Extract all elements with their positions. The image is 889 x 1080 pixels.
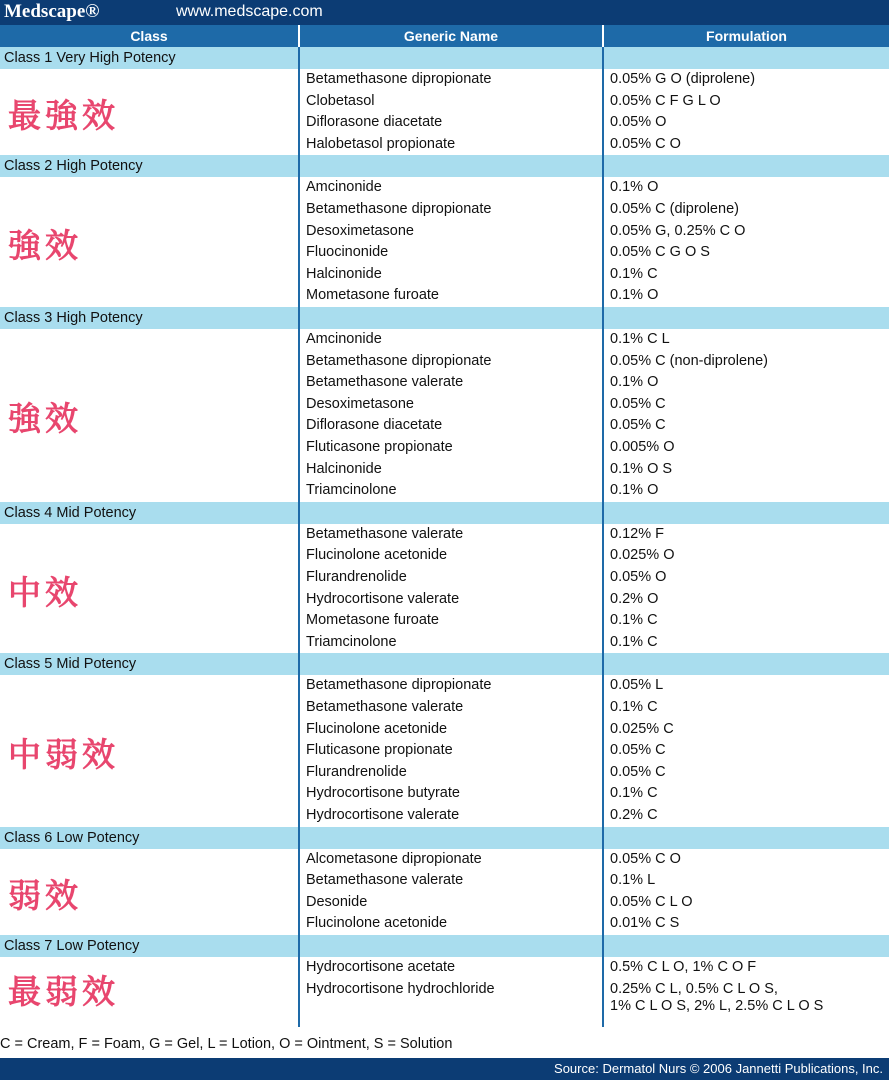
formulation-cell: 0.1% O S	[610, 460, 673, 477]
generic-name-cell: Betamethasone valerate	[306, 699, 464, 715]
generic-name-cell: Flucinolone acetonide	[306, 915, 448, 932]
generic-name-cell: Alcometasone dipropionate	[306, 850, 482, 867]
table-row	[0, 740, 889, 762]
table-row	[0, 697, 889, 719]
class-label: Class 6 Low Potency	[4, 829, 140, 846]
table-row	[0, 610, 889, 632]
generic-name-cell: Mometasone furoate	[306, 612, 439, 629]
class-header-row	[0, 653, 889, 675]
table-row	[0, 177, 889, 199]
formulation-cell: 0.05% C O	[610, 135, 681, 152]
table-row	[0, 805, 889, 827]
generic-name-cell: Clobetasol	[306, 92, 375, 109]
formulation-cell: 0.1% O	[610, 179, 659, 196]
formulation-cell: 0.05% C F G L O	[610, 92, 721, 109]
formulation-cell: 0.05% O	[610, 569, 667, 585]
generic-name-cell: Desoximetasone	[306, 395, 414, 412]
table-row	[0, 69, 889, 91]
generic-name-cell: Flurandrenolide	[306, 763, 407, 780]
class-label: Class 3 High Potency	[4, 310, 143, 326]
formulation-cell: 0.05% O	[610, 114, 667, 131]
table-row	[0, 351, 889, 373]
class-label: Class 7 Low Potency	[4, 938, 140, 954]
formulation-cell: 0.05% C O	[610, 850, 681, 867]
formulation-cell: 0.05% C (diprolene)	[610, 201, 739, 217]
generic-name-cell: Betamethasone dipropionate	[306, 677, 492, 694]
table-row	[0, 459, 889, 481]
table-row	[0, 979, 889, 1019]
generic-name-cell: Fluticasone propionate	[306, 742, 453, 759]
generic-name-cell: Fluocinonide	[306, 244, 389, 261]
generic-name-cell: Betamethasone dipropionate	[306, 201, 492, 217]
class-label: Class 4 Mid Potency	[4, 504, 137, 521]
formulation-cell: 0.05% C	[610, 395, 666, 412]
column-header-class: Class	[0, 25, 298, 47]
formulation-cell: 0.25% C L, 0.5% C L O S, 1% C L O S, 2% L, 2.5% C L O S	[610, 980, 824, 1014]
generic-name-cell: Diflorasone diacetate	[306, 417, 443, 434]
table-row	[0, 91, 889, 113]
generic-name-cell: Flucinolone acetonide	[306, 547, 448, 564]
class-header-row	[0, 827, 889, 849]
table-row	[0, 589, 889, 611]
formulation-cell: 0.1% C	[610, 612, 658, 629]
formulation-cell: 0.05% C	[610, 742, 666, 759]
generic-name-cell: Hydrocortisone hydrochloride	[306, 980, 495, 997]
potency-annotation: 中效	[8, 572, 82, 612]
formulation-cell: 0.1% C	[610, 699, 658, 715]
formulation-cell: 0.025% O	[610, 547, 675, 564]
table-row	[0, 632, 889, 654]
formulation-cell: 0.05% C	[610, 763, 666, 780]
table-row	[0, 264, 889, 286]
top-bar	[0, 0, 889, 25]
formulation-cell: 0.01% C S	[610, 915, 680, 932]
table-row	[0, 199, 889, 221]
formulation-cell: 0.1% O	[610, 374, 659, 391]
generic-name-cell: Hydrocortisone valerate	[306, 807, 460, 823]
generic-name-cell: Hydrocortisone valerate	[306, 590, 460, 607]
formulation-cell: 0.05% L	[610, 677, 664, 694]
class-header-row	[0, 307, 889, 329]
generic-name-cell: Betamethasone dipropionate	[306, 352, 492, 369]
class-header-row	[0, 47, 889, 69]
formulation-cell: 0.12% F	[610, 525, 664, 542]
generic-name-cell: Desonide	[306, 893, 368, 910]
potency-annotation: 中弱效	[8, 735, 119, 774]
table-row	[0, 870, 889, 892]
table-row	[0, 372, 889, 394]
column-divider	[602, 47, 604, 1027]
generic-name-cell: Flurandrenolide	[306, 569, 407, 585]
source-text: Source: Dermatol Nurs © 2006 Jannetti Publications, Inc.	[554, 1061, 883, 1076]
generic-name-cell: Flucinolone acetonide	[306, 720, 448, 737]
potency-annotation: 弱效	[8, 875, 82, 915]
table-row	[0, 415, 889, 437]
table-row	[0, 112, 889, 134]
table-row	[0, 762, 889, 784]
table-row	[0, 913, 889, 935]
table-row	[0, 675, 889, 697]
formulation-cell: 0.1% L	[610, 872, 656, 889]
generic-name-cell: Betamethasone valerate	[306, 374, 464, 391]
formulation-cell: 0.5% C L O, 1% C O F	[610, 959, 757, 975]
class-header-row	[0, 502, 889, 524]
table-row	[0, 892, 889, 914]
table-row	[0, 567, 889, 589]
generic-name-cell: Desoximetasone	[306, 222, 414, 239]
generic-name-cell: Diflorasone diacetate	[306, 114, 443, 131]
column-header-generic-name: Generic Name	[300, 25, 602, 47]
potency-annotation: 最弱效	[8, 971, 119, 1011]
class-label: Class 1 Very High Potency	[4, 50, 176, 66]
formulation-cell: 0.1% O	[610, 482, 659, 499]
generic-name-cell: Hydrocortisone acetate	[306, 959, 456, 975]
formulation-cell: 0.005% O	[610, 439, 675, 455]
class-label: Class 5 Mid Potency	[4, 656, 137, 673]
table-row	[0, 849, 889, 871]
potency-annotation: 強效	[8, 226, 82, 266]
table-row	[0, 437, 889, 459]
formulation-cell: 0.1% O	[610, 287, 659, 304]
table-row	[0, 394, 889, 416]
generic-name-cell: Amcinonide	[306, 331, 382, 347]
formulation-cell: 0.05% G, 0.25% C O	[610, 222, 746, 239]
table-row	[0, 719, 889, 741]
formulation-cell: 0.2% C	[610, 807, 658, 823]
formulation-cell: 0.05% C L O	[610, 893, 693, 910]
formulation-cell: 0.1% C L	[610, 331, 670, 347]
source-footer	[0, 1058, 889, 1080]
generic-name-cell: Betamethasone dipropionate	[306, 71, 492, 87]
table-row	[0, 221, 889, 243]
formulation-cell: 0.1% C	[610, 265, 658, 282]
formulation-cell: 0.05% C	[610, 417, 666, 434]
column-divider	[298, 47, 300, 1027]
generic-name-cell: Amcinonide	[306, 179, 382, 196]
formulation-cell: 0.05% C G O S	[610, 244, 710, 261]
generic-name-cell: Betamethasone valerate	[306, 872, 464, 889]
class-label: Class 2 High Potency	[4, 158, 143, 175]
formulation-cell: 0.2% O	[610, 590, 659, 607]
formulation-cell: 0.1% C	[610, 785, 658, 802]
table-row	[0, 329, 889, 351]
generic-name-cell: Halcinonide	[306, 265, 382, 282]
formulation-cell: 0.05% C (non-diprolene)	[610, 352, 768, 369]
generic-name-cell: Fluticasone propionate	[306, 439, 453, 455]
formulation-cell: 0.05% G O (diprolene)	[610, 71, 756, 87]
generic-name-cell: Halobetasol propionate	[306, 135, 456, 152]
potency-annotation: 強效	[8, 399, 82, 439]
table-row	[0, 134, 889, 156]
generic-name-cell: Hydrocortisone butyrate	[306, 785, 460, 802]
site-url: www.medscape.com	[176, 3, 323, 20]
formulation-cell: 0.025% C	[610, 720, 674, 737]
medscape-logo: Medscape®	[4, 1, 100, 22]
table-row	[0, 480, 889, 502]
generic-name-cell: Triamcinolone	[306, 482, 397, 499]
table-row	[0, 545, 889, 567]
class-header-row	[0, 935, 889, 957]
generic-name-cell: Triamcinolone	[306, 633, 397, 650]
table-row	[0, 957, 889, 979]
table-row	[0, 285, 889, 307]
table-row	[0, 242, 889, 264]
generic-name-cell: Halcinonide	[306, 460, 382, 477]
formulation-cell: 0.1% C	[610, 633, 658, 650]
table-row	[0, 524, 889, 546]
generic-name-cell: Betamethasone valerate	[306, 525, 464, 542]
legend: C = Cream, F = Foam, G = Gel, L = Lotion, O = Ointment, S = Solution	[0, 1036, 453, 1052]
class-header-row	[0, 155, 889, 177]
table-row	[0, 783, 889, 805]
column-header-formulation: Formulation	[604, 25, 889, 47]
generic-name-cell: Mometasone furoate	[306, 287, 439, 304]
potency-annotation: 最強效	[8, 96, 119, 136]
